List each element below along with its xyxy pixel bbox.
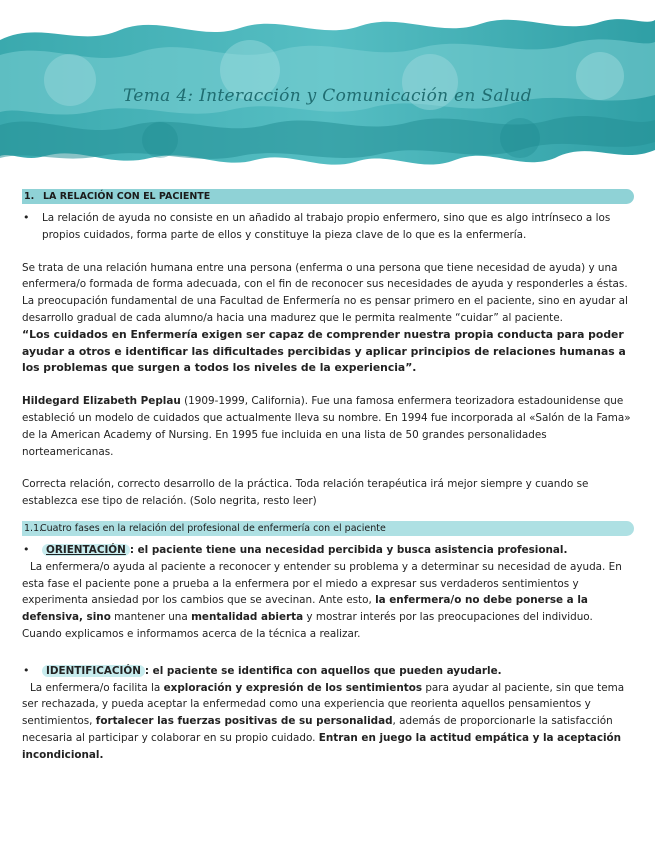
phase-identificacion	[22, 663, 634, 680]
phase-heading	[42, 663, 634, 680]
text-run: y mostrar interés por las preocupaciones del individuo. Cuando explicamos e informamos acerca de la técnica a realizar.	[22, 611, 593, 640]
text-run: La enfermera/o facilita la	[30, 681, 164, 694]
text-run: La enfermera/o ayuda al paciente a reconocer y entender su problema y a determinar su necesidad de ayuda. En esta fase el paciente pone a prueba a la enfermera por el miedo a expresar sus verdaderos sentimientos y experimenta ansiedad por los cambios que se avecinan. Ante esto,	[22, 560, 622, 607]
peplau-name: Hildegard Elizabeth Peplau	[22, 395, 181, 408]
subsection-heading	[22, 521, 634, 536]
section-number: 1.	[24, 191, 35, 202]
paragraph: Correcta relación, correcto desarrollo de la práctica. Toda relación terapéutica irá mejor siempre y cuando se establezca ese tipo de relación. (Solo negrita, resto leer)	[22, 478, 589, 508]
section-title: LA RELACIÓN CON EL PACIENTE	[43, 191, 211, 202]
peplau-paragraph	[22, 393, 634, 460]
phase-label: IDENTIFICACIÓN	[42, 665, 145, 677]
bullet-item	[22, 210, 634, 244]
text-run: para ayudar al paciente, sin que tema ser rechazada, y pueda aceptar la enfermedad como una experiencia que reorienta aquellos pensamientos y sentimientos,	[22, 681, 625, 728]
bold-run: la enfermera/o no debe ponerse a la defensiva, sino	[22, 594, 588, 624]
bold-run: mentalidad abierta	[191, 611, 304, 624]
section-heading	[22, 189, 634, 204]
subsection-title: Cuatro fases en la relación del profesional de enfermería con el paciente	[40, 522, 386, 534]
bullet-dot: •	[23, 542, 30, 556]
bold-run: Entran en juego la actitud empática y la aceptación incondicional.	[22, 731, 622, 761]
peplau-text: (1909-1999, California). Fue una famosa enfermera teorizadora estadounidense que estableció un modelo de cuidados que actualmente lleva su nombre. En 1994 fue incorporada al «Salón de la Fama» de la American Academy of Nursing. En 1995 fue incluida en una lista de 50 grandes personalidades norteamericanas.	[22, 395, 631, 458]
phase-heading	[42, 542, 634, 559]
phase-description	[22, 680, 634, 764]
bold-run: exploración y expresión de los sentimientos	[163, 681, 423, 694]
document-body	[22, 189, 634, 764]
bullet-dot: •	[23, 663, 30, 677]
text-run: , además de proporcionarle la satisfacción necesaria al participar y colaborar en su propio cuidado.	[22, 715, 613, 744]
bold-quote: “Los cuidados en Enfermería exigen ser capaz de comprender nuestra propia conducta para poder ayudar a otros e identificar las dificultades percibidas y aplicar principios de relaciones humanas a los problemas que surgen a todos los niveles de la experiencia”.	[22, 327, 626, 375]
bold-run: fortalecer las fuerzas positivas de su personalidad	[95, 715, 393, 728]
paragraph: Se trata de una relación humana entre una persona (enferma o una persona que tiene necesidad de ayuda) y una enfermera/o formada de forma adecuada, con el fin de reconocer sus necesidades de ayuda y responderles a éstas.	[22, 261, 628, 291]
document-title: Tema 4: Interacción y Comunicación en Salud	[123, 86, 532, 106]
phase-orientacion	[22, 542, 634, 559]
phase-description	[22, 559, 634, 643]
phase-summary: : el paciente tiene una necesidad percibida y busca asistencia profesional.	[129, 543, 568, 556]
subsection-number: 1.1.	[24, 522, 43, 534]
bullet-text: La relación de ayuda no consiste en un añadido al trabajo propio enfermero, sino que es algo intrínseco a los propios cuidados, forma parte de ellos y constituye la pieza clave de lo que es la enfermería.	[42, 212, 611, 241]
paragraph: La preocupación fundamental de una Facultad de Enfermería no es pensar primero en el paciente, sino en ayudar al desarrollo gradual de cada alumno/a hacia una madurez que le permita realmente “cuidar” al paciente.	[22, 295, 628, 324]
bullet-dot: •	[23, 211, 30, 224]
phase-summary: : el paciente se identifica con aquellos que pueden ayudarle.	[144, 664, 502, 677]
phase-label: ORIENTACIÓN	[42, 544, 130, 556]
text-run: mantener una	[110, 611, 192, 624]
